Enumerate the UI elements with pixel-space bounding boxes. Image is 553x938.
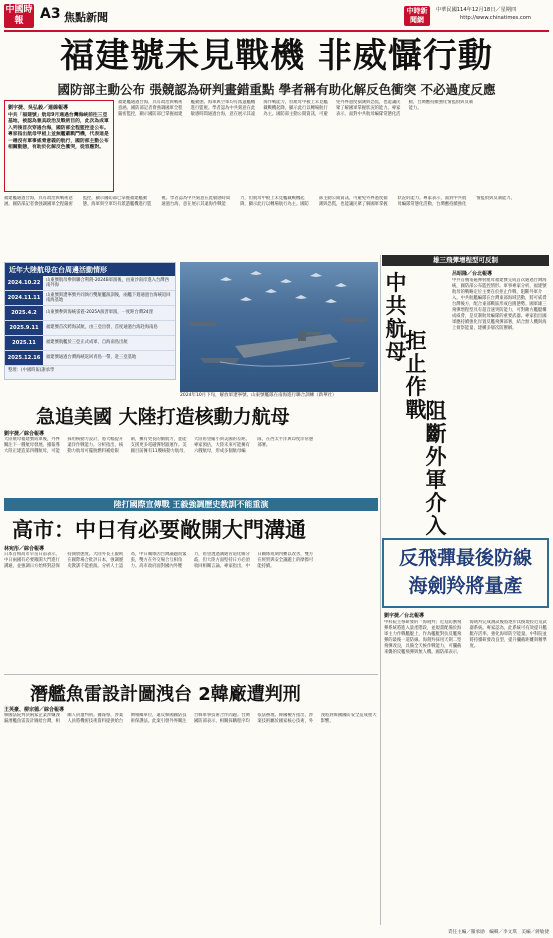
- timeline-text: 山東號航母參與聯合利劍-2024B軍演後，由東沙南岸進入台灣西南外海: [46, 277, 169, 288]
- header-divider: [4, 30, 549, 32]
- timeline-row: [5, 306, 175, 321]
- vertical-headline-c: 阻斷外軍介入: [425, 399, 447, 538]
- vertical-headline-b: 拒止作戰: [405, 329, 427, 422]
- haijianling-box: [382, 538, 549, 608]
- sidebar-kicker: 雄三飛彈增程型可反制: [382, 255, 549, 266]
- story2-headline: 急追美國 大陸打造核動力航母: [36, 406, 290, 428]
- carrier-timeline: [4, 262, 176, 380]
- column-divider: [380, 255, 381, 925]
- page-credits: 責任主編／羅承勛 編輯／李文琪 美編／蔣敏捷: [447, 930, 549, 935]
- story3-headline: 高市：中日有必要敞開大門溝通: [12, 518, 306, 542]
- story2-body: 大陸航母福建號成軍後，外界關注下一艘航母發展。據報導大陸正建造第四艘航母，可能採用核動力設計，將大幅提升遠洋作戰能力。分析指出，核動力航母可擺脫燃料補給限制，擁有更長的續航力，並能支援更多電磁彈射器運作。美國目前擁有11艘核動力航母，大陸希望縮小與美國的差距。專家預估，大陸未來可能擁有六艘航母，形成多個航母編隊，在西太平洋與印度洋常態部署。: [4, 437, 314, 454]
- timeline-text: 山東號與遼寧號共同執行雙航艦演訓後，兩艦下週通過台海峽返回南海基地: [46, 292, 171, 303]
- timeline-row: [5, 276, 175, 291]
- box-body: 中科院主導研發的「海劍羚」近迫防禦飛彈系統將進入量產階段，並規畫配備於海軍主力作戰艦艇上，作為艦艇對抗反艦飛彈的最後一道防線。海劍羚採用天劍二型飛彈改良，具備全天候作戰能力，可攔截來襲的反艦飛彈與無人機。國防部表示，海劍羚完成測試後將逐步汰換現役近迫武器系統。專家認為，此系統可有效提升艦艇存活率，強化海軍防空能量。中科院並將持續研發改良型，提升攔截距離與精準度。: [384, 620, 547, 655]
- timeline-title: 近年大陸航母在台周邊活動情形: [5, 263, 175, 276]
- photo-caption: 2024年10月下旬，解放軍遼寧號、山東號艦隊在南海進行聯合訓練（新華社）: [180, 393, 337, 398]
- timeline-text: 福建號首次跨海試航，由三亞出發，首度通過台海赴海南島: [46, 325, 158, 331]
- website-url[interactable]: http://www.chinatimes.com: [460, 15, 531, 21]
- story2-byline: 劉宇捷／綜合報導: [4, 431, 45, 437]
- international-banner: 陸打國際宣傳戰 王毅強調歷史教訓不能重演: [4, 498, 378, 511]
- timeline-row: [5, 351, 175, 366]
- timeline-source: 整理：(中國時報)謝承學: [8, 368, 55, 373]
- carrier-fleet-photo: [180, 262, 378, 392]
- timeline-row: [5, 321, 175, 336]
- chinatimes-network-logo: 中時新聞網: [404, 6, 430, 26]
- story3-byline: 林宛彤／綜合報導: [4, 546, 45, 552]
- main-lead: 中共「福建號」航母9月通過台灣海峽前往三亞基地，被認為兼具政治及戰術目的，此次為成軍入列後首次穿過台海，國防部全程監控並公布。專家指出航母甲板上並無艦載戰鬥機，代表這是一趟沒有軍事威脅意義的航行，國防部主動公布相關動態，有助於化解反色衝突，從容應對。: [8, 113, 109, 151]
- main-byline: 劉宇捷、吳弘毅／連線報導: [8, 105, 69, 111]
- timeline-date: 2024.10.22: [5, 276, 43, 290]
- timeline-date: 2025.9.11: [5, 321, 43, 335]
- page-number: A3: [40, 6, 61, 22]
- newspaper-logo: 中國時報: [5, 5, 33, 26]
- sidebar-byline: 呂昭隆／台北報導: [452, 271, 493, 277]
- story3-body: 日本首相高市早苗日前表示，中日兩國有必要敞開大門進行溝通，並強調日方始終對話保持開放態度。大陸外長王毅則在國際場合批評日本，強調歷史教訓不能重演。分析人士認為，中日關係因台灣議題而緊張，雙方在外交場合互相角力。高市政府面對國內外壓力，希望透過溝通管道化解分歧，但大陸方面堅持日方必須收回相關言論。專家指出，中日關係短期內難以改善，雙方在經貿與安全議題上的摩擦可能持續。: [4, 552, 314, 569]
- box-headline-line2: 海劍羚將量產: [408, 575, 523, 597]
- section-name: 焦點新聞: [64, 11, 108, 24]
- sidebar-body: 中共首艘電磁彈射航母福建號完成首次通過台灣海峽，國防部公布監控情形。軍事專家分析，福建號航母的戰略定位主要在於拒止作戰，阻斷外軍介入。中共航艦編隊在台灣東部海域活動，將可威脅台灣後方，配合東部戰區形成包圍態勢。國軍雄三飛彈增程型具有超音速突防能力，可對敵方艦艇構成威脅，是反制航母編隊的重要武器。專家指出國軍應持續強化岸置反艦飛彈部署，結合無人機與海上偵察能量，建構多層次防禦網。: [452, 278, 547, 331]
- story4-byline: 王英豪、柳宗德／綜合報導: [4, 707, 65, 713]
- story4-body: 韓國法院判決兩家企業涉嫌洩漏潛艦魚雷設計圖給台灣，相關人員遭判刑。據報導，涉案人員將機密技術資料提供給台灣相關單位，違反韓國國防技術保護法。此案引發外界關注台韓軍事技術合作問題。台灣國防部表示，相關採購程序均依法辦理。韓國檢方指出，涉案技術屬於國家核心技術，外洩將對韓國國防安全造成重大影響。: [4, 713, 377, 724]
- vertical-headline-a: 中共航母: [385, 271, 407, 364]
- timeline-date: 2025.12.16: [5, 351, 43, 365]
- main-body-bottom: 福建艦通過台海，具有政治與戰術意涵。國防部記者會強調國軍全程嚴密監控，顯示國防部已掌握福建艦動態。海軍與空軍均有派遣艦機進行監視。學者認為中共刻意在此敏感時間通過台海，意在展示其遠海作戰能力，但航母甲板上未見艦載戰機起降，顯示此行以轉場航行為主。國防部主動公開資訊，可避免外界過度揣測與恐慌，也能讓民眾了解國軍掌握狀況的能力。專家表示，面對中共航母編隊常態化活動，台灣應持續強化情監偵與反制能力。: [4, 196, 515, 207]
- timeline-row: [5, 291, 175, 306]
- story4-headline: 潛艦魚雷設計圖洩台 2韓廠遭判刑: [30, 684, 301, 705]
- main-subhead: 國防部主動公布 張競認為研判畫錯重點 學者稱有助化解反色衝突 不必過度反應: [57, 82, 496, 97]
- story-divider: [4, 674, 378, 675]
- aircraft-carrier-illustration: [180, 262, 378, 392]
- timeline-text: 福建號通過台灣海峽返回青島一帶，赴三亞基地: [46, 355, 137, 361]
- timeline-text: 山東號參與海峽雷霆-2025A演習軍演，一度距台灣24浬: [46, 310, 153, 316]
- timeline-text: 福建號航艦於三亞正式成軍，自海南島出航: [46, 340, 128, 346]
- timeline-date: 2024.11.11: [5, 291, 43, 305]
- lead-box: [4, 100, 114, 192]
- timeline-date: 2025.4.2: [5, 306, 43, 320]
- timeline-row: [5, 336, 175, 351]
- box-byline: 劉宇捷／台北報導: [384, 613, 425, 619]
- timeline-date: 2025.11: [5, 336, 43, 350]
- issue-date: 中華民國114年12月18日／星期四: [436, 7, 517, 13]
- box-headline-line1: 反飛彈最後防線: [398, 547, 532, 569]
- main-headline: 福建號未見戰機 非威懾行動: [60, 36, 493, 76]
- main-body-top: 福建艦通過台海，具有政治與戰術意涵。國防部記者會強調國軍全程嚴密監控，顯示國防部已掌握福建艦動態。海軍與空軍均有派遣艦機進行監視。學者認為中共刻意在此敏感時間通過台海，意在展示其遠海作戰能力，但航母甲板上未見艦載戰機起降，顯示此行以轉場航行為主。國防部主動公開資訊，可避免外界過度揣測與恐慌，也能讓民眾了解國軍掌握狀況的能力。專家表示，面對中共航母編隊常態化活動，台灣應持續強化情監偵與反制能力。: [118, 100, 474, 117]
